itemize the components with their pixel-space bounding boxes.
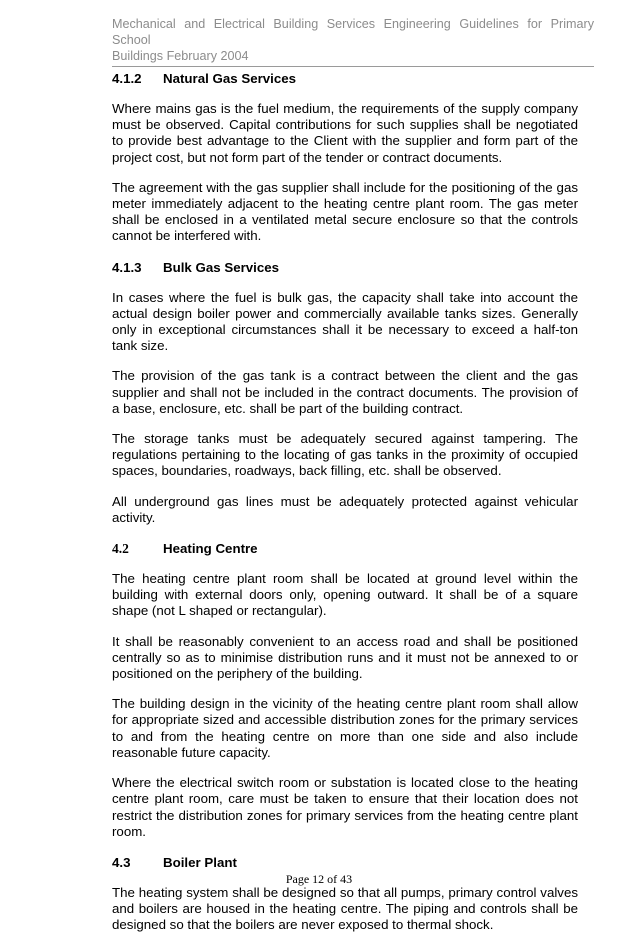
- section-number: 4.3: [112, 854, 131, 870]
- section-title: Natural Gas Services: [163, 71, 297, 86]
- section-number: 4.2: [112, 541, 129, 557]
- page-number-footer: Page 12 of 43: [285, 872, 353, 886]
- paragraph: Where mains gas is the fuel medium, the requirements of the supply company must be observed. Capital contributions for such supplies shall be negotiated to provide best advantage to the Client with the supplier and form part of the project cost, but not form part of the tender or contract documents.: [112, 101, 578, 165]
- header-line-1: Mechanical and Electrical Building Services Engineering Guidelines for Primary School: [112, 17, 594, 47]
- paragraph: The heating system shall be designed so that all pumps, primary control valves and boilers are housed in the heating centre. The piping and controls shall be designed so that the boilers are never exposed to thermal shock.: [112, 884, 578, 933]
- paragraph: The provision of the gas tank is a contract between the client and the gas supplier and shall not be included in the contract documents. The provision of a base, enclosure, etc. shall be part of the building contract.: [112, 368, 578, 416]
- paragraph: Where the electrical switch room or substation is located close to the heating centre plant room, care must be taken to ensure that their location does not restrict the distribution zones for primary services from the heating centre plant room.: [112, 775, 578, 839]
- section-number: 4.1.3: [112, 259, 142, 275]
- section-number: 4.1.2: [112, 71, 142, 86]
- paragraph: In cases where the fuel is bulk gas, the capacity shall take into account the actual design boiler power and commercially available tanks sizes. Generally only in exceptional circumstances shall it be necessary to exceed a half-ton tank size.: [112, 289, 578, 354]
- section-title: Heating Centre: [163, 541, 258, 557]
- paragraph: The storage tanks must be adequately secured against tampering. The regulations pertaining to the locating of gas tanks in the proximity of occupied spaces, boundaries, roadways, back filling, etc. shall be observed.: [112, 431, 578, 479]
- paragraph: The building design in the vicinity of the heating centre plant room shall allow for appropriate sized and accessible distribution zones for the primary services to and from the heating centre on more than one side and also include reasonable future capacity.: [112, 696, 578, 760]
- document-body: [112, 70, 578, 948]
- section-heading-4-1-2: [112, 70, 578, 88]
- section-title: Bulk Gas Services: [163, 259, 280, 275]
- section-heading-4-3: [112, 854, 578, 872]
- paragraph: The agreement with the gas supplier shall include for the positioning of the gas meter immediately adjacent to the heating centre plant room. The gas meter shall be enclosed in a ventilated metal secure enclosure so that the controls cannot be interfered with.: [112, 179, 578, 244]
- paragraph: All underground gas lines must be adequately protected against vehicular activity.: [112, 493, 578, 525]
- header-line-2: Buildings February 2004: [112, 49, 249, 63]
- paragraph: The heating centre plant room shall be located at ground level within the building with external doors only, opening outward. It shall be of a square shape (not L shaped or rectangular).: [112, 571, 578, 619]
- running-header: [112, 16, 594, 67]
- section-title: Boiler Plant: [163, 854, 237, 870]
- section-heading-4-2: [112, 540, 578, 558]
- section-heading-4-1-3: [112, 259, 578, 277]
- paragraph: It shall be reasonably convenient to an access road and shall be positioned centrally so as to minimise distribution runs and it must not be annexed to or positioned on the periphery of the building.: [112, 633, 578, 682]
